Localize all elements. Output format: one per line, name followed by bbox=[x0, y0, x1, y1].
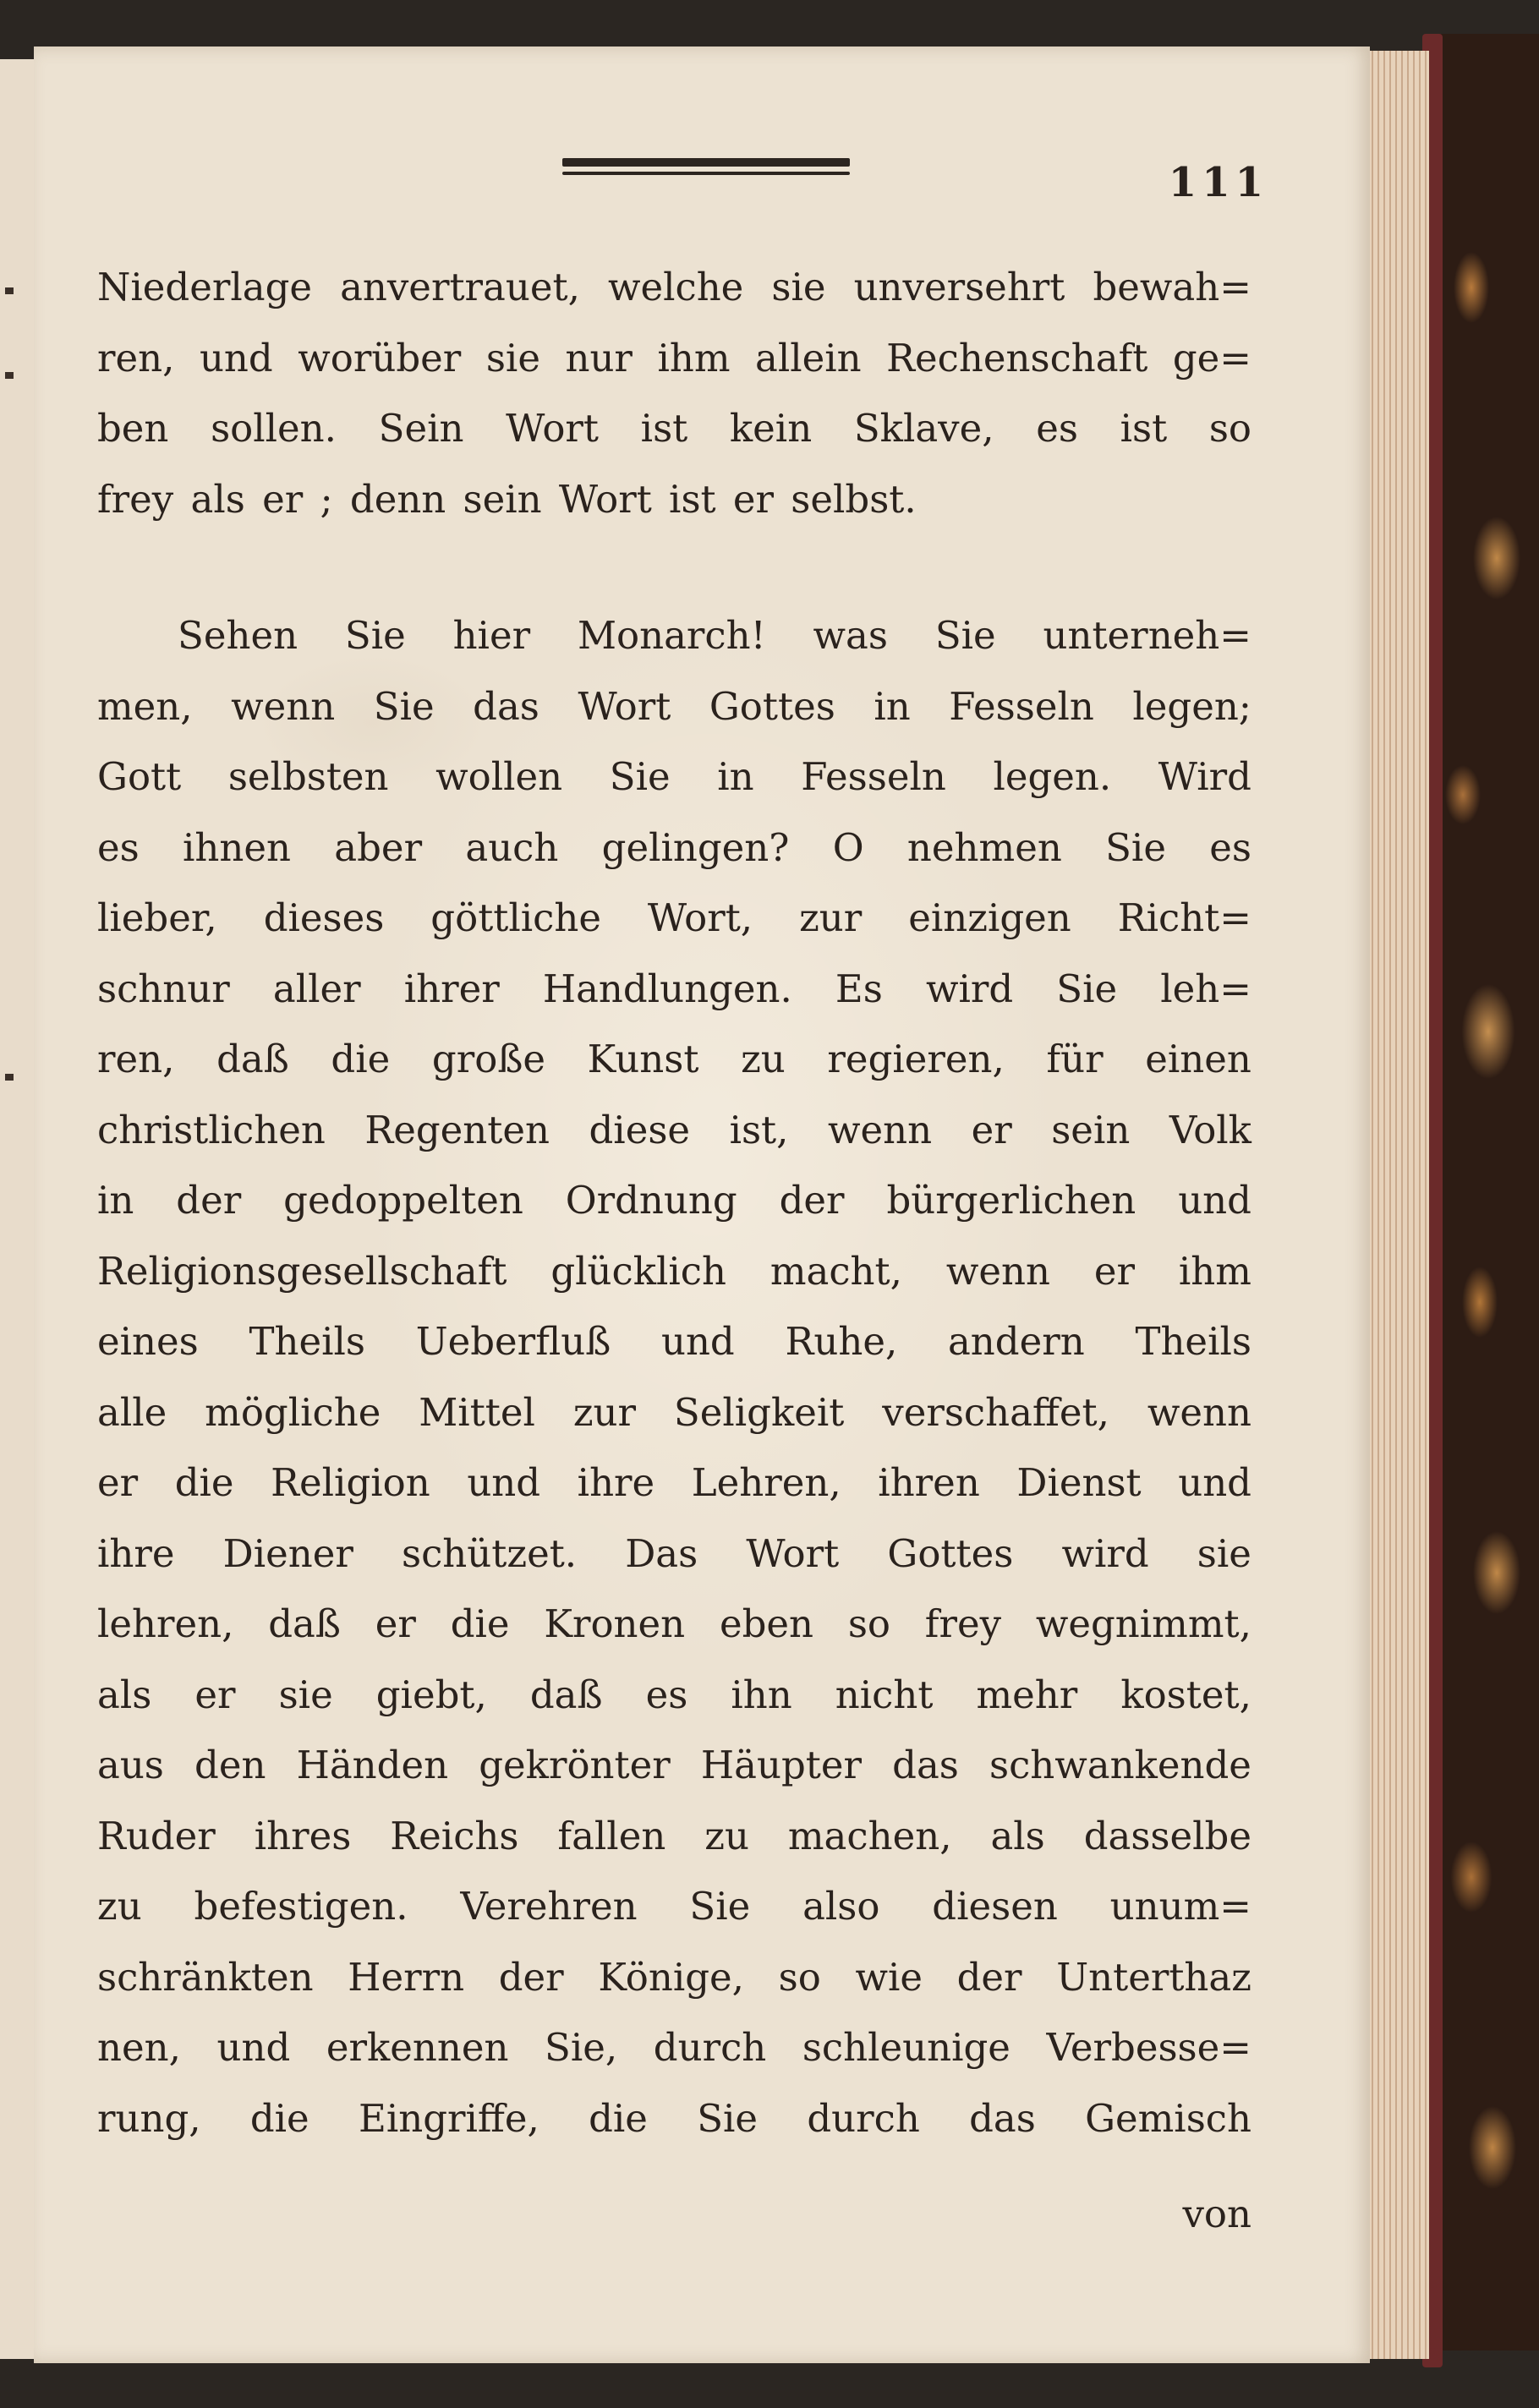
ink-mark bbox=[5, 1074, 14, 1081]
text-line: lieber, dieses göttliche Wort, zur einzigen Richt= bbox=[97, 895, 1251, 940]
text-line: ihre Diener schützet. Das Wort Gottes wird sie bbox=[97, 1530, 1251, 1576]
text-line: frey als er ; denn sein Wort ist er selbst. bbox=[97, 476, 917, 522]
text-line: rung, die Eingriffe, die Sie durch das Gemisch bbox=[97, 2095, 1251, 2141]
previous-page-edge bbox=[0, 59, 36, 2359]
text-line: lehren, daß er die Kronen eben so frey wegnimmt, bbox=[97, 1601, 1251, 1646]
text-line: eines Theils Ueberfluß und Ruhe, andern Theils bbox=[97, 1319, 1251, 1364]
page-number: 111 bbox=[1168, 159, 1268, 206]
text-line: Niederlage anvertrauet, welche sie unversehrt bewah= bbox=[97, 265, 1251, 309]
text-line: zu befestigen. Verehren Sie also diesen unum= bbox=[97, 1884, 1251, 1929]
text-line: Gott selbsten wollen Sie in Fesseln legen. Wird bbox=[97, 754, 1251, 799]
text-line: aus den Händen gekrönter Häupter das schwankende bbox=[97, 1743, 1251, 1787]
text-line: Sehen Sie hier Monarch! was Sie unterneh= bbox=[178, 613, 1251, 658]
text-line: Religionsgesellschaft glücklich macht, wenn er ihm bbox=[97, 1248, 1251, 1294]
marbled-cover bbox=[1438, 34, 1539, 2351]
catchword: von bbox=[1182, 2192, 1251, 2236]
text-line: christlichen Regenten diese ist, wenn er sein Volk bbox=[97, 1107, 1251, 1152]
text-line: men, wenn Sie das Wort Gottes in Fesseln legen; bbox=[97, 683, 1251, 729]
text-line: alle mögliche Mittel zur Seligkeit verschaffet, wenn bbox=[97, 1389, 1251, 1435]
text-line: er die Religion und ihre Lehren, ihren Dienst und bbox=[97, 1460, 1251, 1505]
text-line: ren, daß die große Kunst zu regieren, für einen bbox=[97, 1037, 1251, 1081]
header-rule-top bbox=[562, 158, 850, 167]
text-line: nen, und erkennen Sie, durch schleunige Verbesse= bbox=[97, 2025, 1251, 2070]
text-line: ben sollen. Sein Wort ist kein Sklave, es ist so bbox=[97, 406, 1251, 451]
text-line: Ruder ihres Reichs fallen zu machen, als dasselbe bbox=[97, 1813, 1251, 1858]
ink-mark bbox=[5, 287, 14, 294]
text-line: als er sie giebt, daß es ihn nicht mehr kostet, bbox=[97, 1672, 1251, 1717]
text-line: schränkten Herrn der Könige, so wie der Unterthaz bbox=[97, 1954, 1251, 2000]
text-line: es ihnen aber auch gelingen? O nehmen Sie es bbox=[97, 824, 1251, 870]
header-rule-bottom bbox=[562, 172, 850, 175]
text-line: schnur aller ihrer Handlungen. Es wird Sie leh= bbox=[97, 966, 1251, 1011]
ink-mark bbox=[5, 372, 14, 379]
text-line: in der gedoppelten Ordnung der bürgerlichen und bbox=[97, 1178, 1251, 1223]
page-stack-edge bbox=[1361, 51, 1429, 2359]
page-body-text bbox=[97, 252, 1251, 2154]
text-line: ren, und worüber sie nur ihm allein Rechenschaft ge= bbox=[97, 335, 1251, 380]
